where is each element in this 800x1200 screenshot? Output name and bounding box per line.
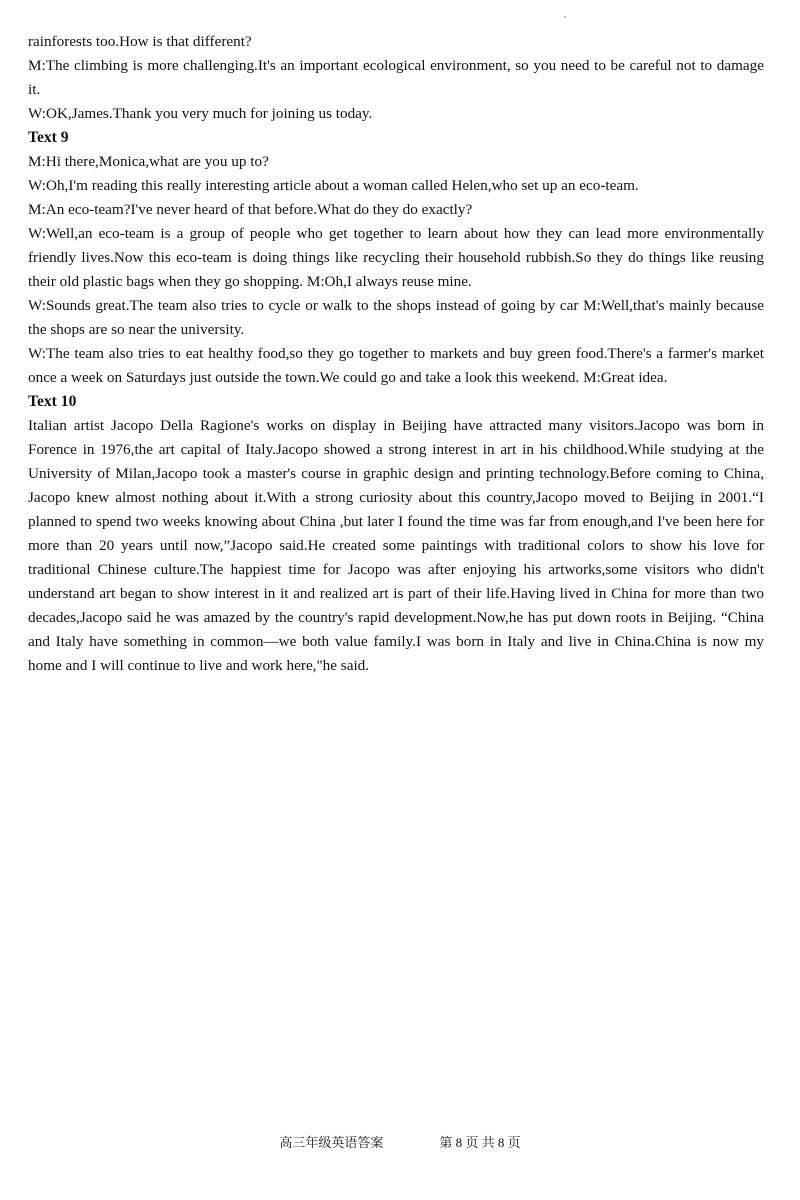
dialogue-line: M:An eco-team?I've never heard of that before.What do they do exactly? xyxy=(28,201,473,218)
passage-paragraph: Italian artist Jacopo Della Ragione's works on display in Beijing have attracted many visitors.Jacopo was born in Forence in 1976,the art capital of Italy.Jacopo showed a strong interest in art in his childhood.While studying at the University of Milan,Jacopo took a master's course in graphic design and printing technology.Before coming to China, Jacopo knew almost nothing about it.With a strong curiosity about this country,Jacopo moved to Beijing in 2001.“I planned to spend two weeks knowing about China ,but later I found the time was far from enough,and I've been here for more than 20 years until now,”Jacopo said.He created some paintings with traditional colors to show his love for traditional Chinese culture.The happiest time for Jacopo was after enjoying his artworks,some visitors who didn't understand art began to show interest in it and realized art is part of their life.Having lived in China for more than two decades,Jacopo said he was amazed by the country's rapid development.Now,he has put down roots in Beijing. “China and Italy have something in common—we both value family.I was born in Italy and live in China.China is now my home and I will continue to live and work here,"he said. xyxy=(28,417,764,674)
dialogue-line: M:The climbing is more challenging.It's an important ecological environment, so you need to be careful not to damage it. xyxy=(28,57,764,98)
scan-speck xyxy=(564,16,566,18)
dialogue-line: W:The team also tries to eat healthy food,so they go together to markets and buy green food.There's a farmer's market once a week on Saturdays just outside the town.We could go and take a look this weekend. M:Great idea. xyxy=(28,345,764,386)
dialogue-line: W:Oh,I'm reading this really interesting article about a woman called Helen,who set up an eco-team. xyxy=(28,177,639,194)
dialogue-line: W:OK,James.Thank you very much for joining us today. xyxy=(28,105,373,122)
footer-title: 高三年级英语答案 xyxy=(279,1135,384,1150)
page-footer xyxy=(0,1134,800,1152)
dialogue-line: W:Well,an eco-team is a group of people who get together to learn about how they can lead more environmentally friendly lives.Now this eco-team is doing things like recycling their household rubbish.So they do things like reusing their old plastic bags when they go shopping. M:Oh,I always reuse mine. xyxy=(28,225,764,290)
dialogue-line: M:Hi there,Monica,what are you up to? xyxy=(28,153,269,170)
section-heading-text-10: Text 10 xyxy=(28,393,77,410)
dialogue-line: W:Sounds great.The team also tries to cycle or walk to the shops instead of going by car M:Well,that's mainly because the shops are so near the university. xyxy=(28,297,764,338)
section-heading-text-9: Text 9 xyxy=(28,129,69,146)
footer-page-number: 第 8 页 共 8 页 xyxy=(439,1135,521,1150)
answer-document xyxy=(28,30,764,678)
dialogue-line: rainforests too.How is that different? xyxy=(28,33,252,50)
